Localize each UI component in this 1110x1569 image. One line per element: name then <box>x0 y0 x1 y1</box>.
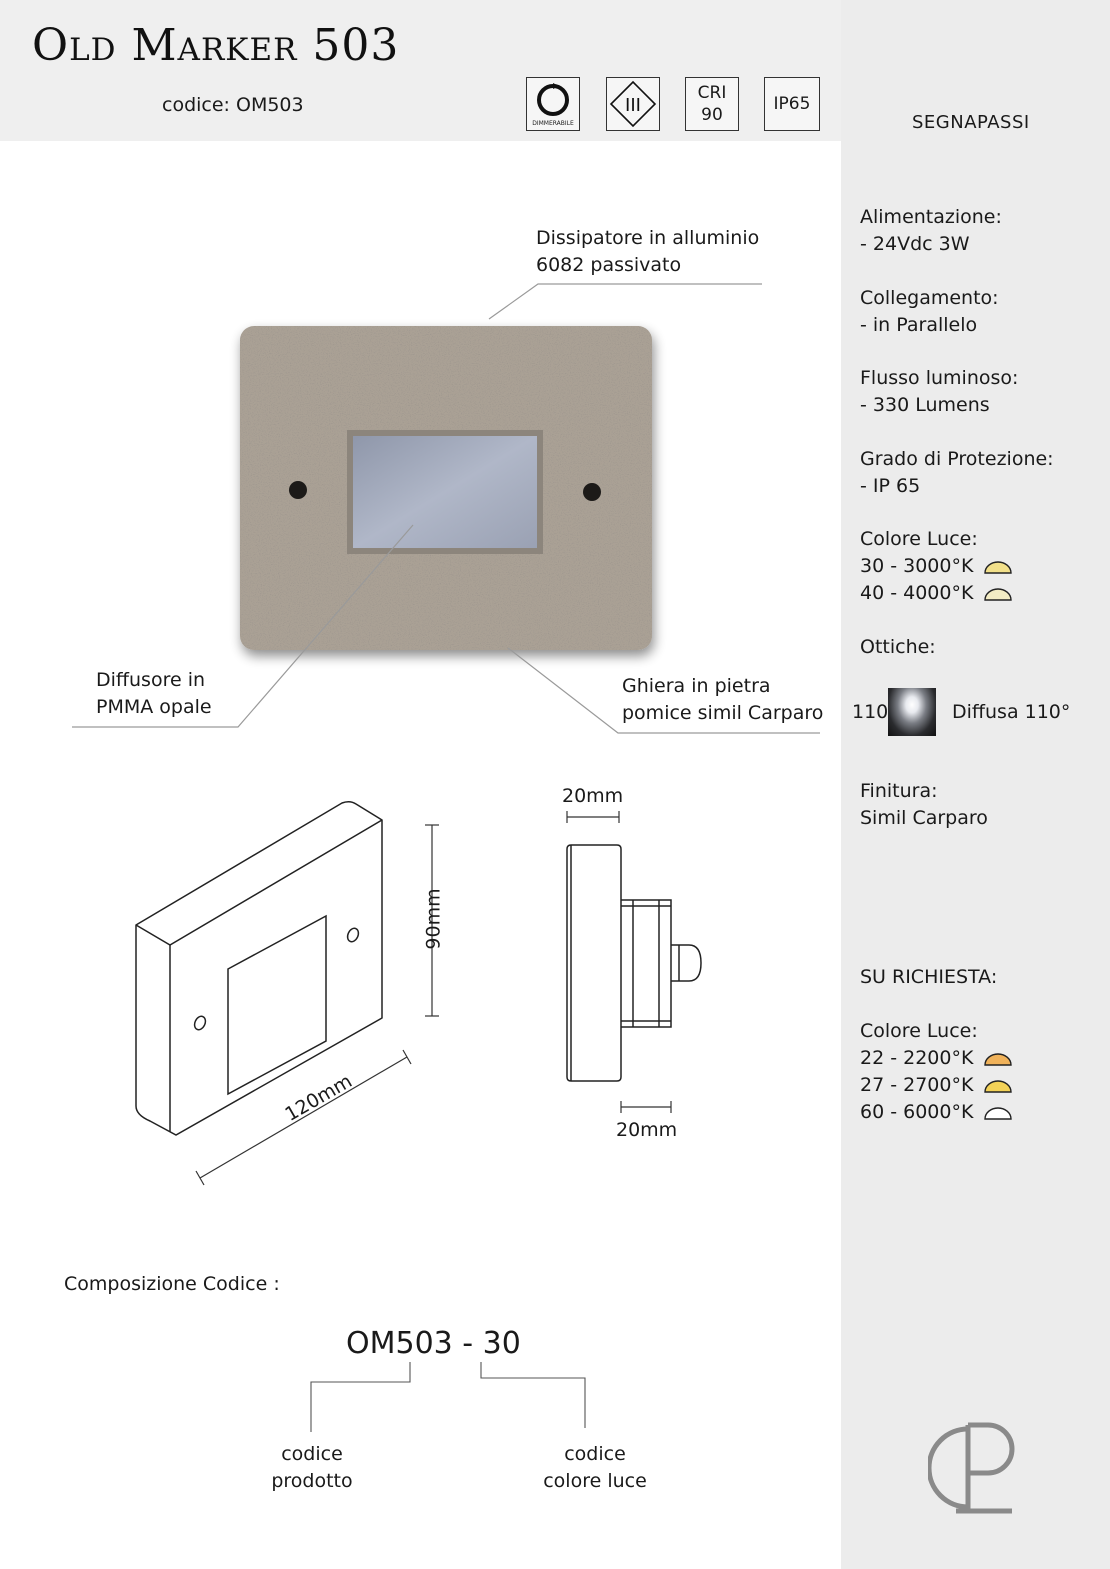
dim-depth-top: 20mm <box>562 785 624 807</box>
light-color-text: 40 - 4000°K <box>860 582 974 604</box>
callout-dissipatore <box>536 225 759 279</box>
dome-icon <box>983 1051 1013 1067</box>
light-color-row <box>860 1072 1013 1099</box>
optic-name: Diffusa 110° <box>952 701 1071 723</box>
spec-label: Alimentazione: <box>860 206 1002 228</box>
spec-finitura <box>860 778 988 832</box>
spec-protezione <box>860 446 1054 500</box>
spec-label: Finitura: <box>860 780 938 802</box>
callout-leaders <box>0 0 841 760</box>
callout-line: 6082 passivato <box>536 254 682 276</box>
callout-line: Diffusore in <box>96 669 206 691</box>
spec-label: Ottiche: <box>860 636 936 658</box>
optic-icon <box>888 688 936 736</box>
dome-icon <box>983 1078 1013 1094</box>
spec-label: Colore Luce: <box>860 1020 978 1042</box>
light-color-text: 30 - 3000°K <box>860 555 974 577</box>
dim-height: 90mm <box>422 888 445 950</box>
composition-code: OM503 - 30 <box>346 1326 521 1361</box>
ip-value: IP65 <box>773 94 811 114</box>
spec-su-richiesta <box>860 964 997 991</box>
composition-part-color <box>530 1441 660 1495</box>
light-color-text: 22 - 2200°K <box>860 1047 974 1069</box>
spec-alimentazione <box>860 204 1002 258</box>
light-color-row <box>860 1045 1013 1072</box>
part-line: colore luce <box>543 1470 647 1492</box>
spec-value: Simil Carparo <box>860 807 988 829</box>
callout-line: Dissipatore in alluminio <box>536 227 760 249</box>
category-label: SEGNAPASSI <box>912 112 1030 133</box>
spec-colore-luce <box>860 526 1013 607</box>
spec-label: Colore Luce: <box>860 528 978 550</box>
dome-icon <box>983 1105 1013 1121</box>
part-line: codice <box>281 1443 343 1465</box>
light-color-text: 27 - 2700°K <box>860 1074 974 1096</box>
callout-diffusore <box>96 667 212 721</box>
dome-icon <box>983 586 1013 602</box>
dim-depth-bottom: 20mm <box>616 1119 678 1141</box>
composition-part-product <box>262 1441 362 1495</box>
code-value: OM503 <box>236 94 304 116</box>
optic-row <box>852 688 1070 736</box>
optic-number: 110 <box>852 701 889 723</box>
light-color-text: 60 - 6000°K <box>860 1101 974 1123</box>
spec-ottiche <box>860 634 936 661</box>
part-line: codice <box>564 1443 626 1465</box>
light-color-row <box>860 553 1013 580</box>
class-iii-text: III <box>625 95 641 116</box>
spec-label: SU RICHIESTA: <box>860 966 998 988</box>
spec-colore-luce-extra <box>860 1018 1013 1126</box>
composition-title: Composizione Codice : <box>64 1273 280 1295</box>
spec-value: - IP 65 <box>860 475 921 497</box>
brand-logo <box>928 1415 1034 1521</box>
cri-label: CRI <box>697 83 727 103</box>
light-color-row <box>860 580 1013 607</box>
spec-label: Flusso luminoso: <box>860 367 1019 389</box>
spec-value: - in Parallelo <box>860 314 978 336</box>
spec-flusso <box>860 365 1018 419</box>
spec-label: Collegamento: <box>860 287 999 309</box>
side-view-drawing <box>555 805 725 1125</box>
dome-icon <box>983 559 1013 575</box>
spec-value: - 330 Lumens <box>860 394 990 416</box>
light-color-row <box>860 1099 1013 1126</box>
spec-value: - 24Vdc 3W <box>860 233 970 255</box>
callout-ghiera <box>622 673 823 727</box>
cri-value: 90 <box>701 105 723 125</box>
spec-label: Grado di Protezione: <box>860 448 1054 470</box>
callout-line: pomice simil Carparo <box>622 702 824 724</box>
isometric-drawing <box>120 790 450 1190</box>
part-line: prodotto <box>271 1470 353 1492</box>
dimmable-text: DIMMERABILE <box>532 120 574 127</box>
product-title: Old Marker 503 <box>32 20 400 71</box>
callout-line: Ghiera in pietra <box>622 675 771 697</box>
spec-collegamento <box>860 285 999 339</box>
callout-line: PMMA opale <box>96 696 212 718</box>
composition-brackets <box>300 1360 600 1440</box>
code-label: codice: <box>162 94 230 116</box>
dim-width: 120mm <box>281 1070 356 1126</box>
